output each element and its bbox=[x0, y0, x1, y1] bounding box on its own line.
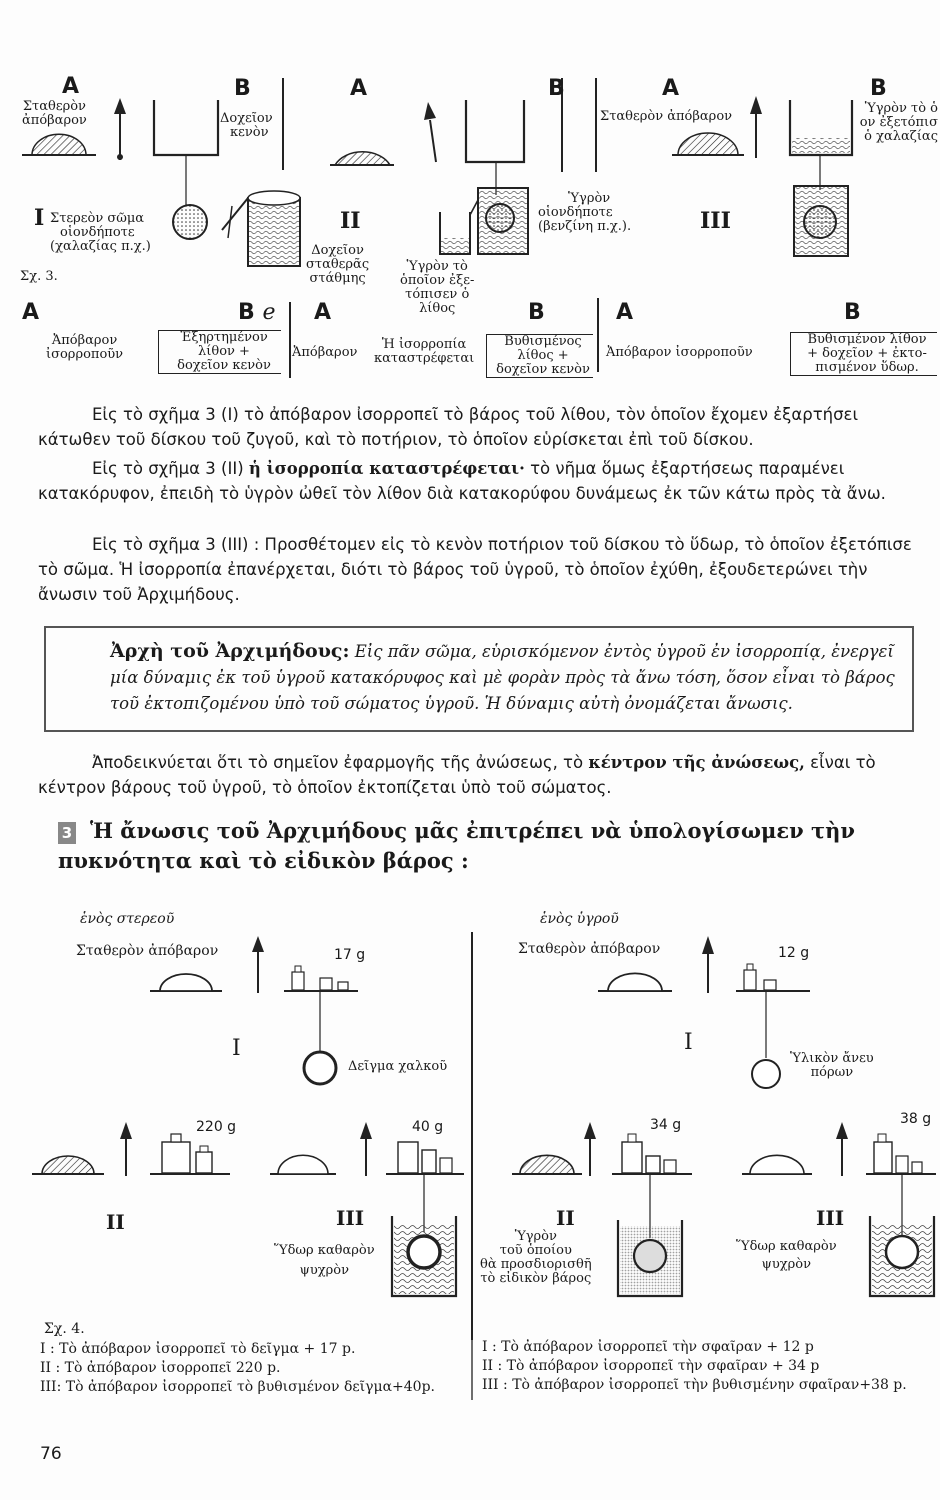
fig3-label-A2: A bbox=[350, 76, 368, 101]
fig4-right-fixed-weight: Σταθερὸν ἀπόβαρον bbox=[518, 941, 661, 957]
fig3-liquid-any: Ὑγρὸν οἱονδήποτε (βενζίνη π.χ.). bbox=[538, 191, 632, 234]
fig4-left-roman-II: II bbox=[106, 1210, 125, 1234]
fig4-left-roman-I: I bbox=[232, 1036, 241, 1061]
fig3-row2-A1: A bbox=[22, 300, 40, 325]
fig3-fixed-weight-1: Σταθερὸν ἀπόβαρον bbox=[22, 99, 87, 128]
section-number-badge: 3 bbox=[58, 822, 76, 844]
fig3-row2-A2: A bbox=[314, 300, 332, 325]
fig3-final-state: Βυθισμένον λίθον + δοχεῖον + ἐκτο- πισμένον ὕδωρ. bbox=[790, 332, 937, 376]
fig4-weight-38: 38 g bbox=[900, 1111, 932, 1127]
figure-3-drawing bbox=[0, 0, 940, 380]
fig4-copper-sample: Δεῖγμα χαλκοῦ bbox=[348, 1059, 448, 1074]
fig3-label-B1: B bbox=[234, 76, 251, 101]
fig3-solid-body: Στερεὸν σῶμα οἱονδήποτε (χαλαζίας π.χ.) bbox=[50, 211, 151, 254]
fig3-roman-I: I bbox=[34, 205, 45, 231]
paragraph-4: Ἀποδεικνύεται ὅτι τὸ σημεῖον ἐφαρμογῆς τῆς ἀνώσεως, τὸ κέντρον τῆς ἀνώσεως, εἶναι τὸ κέντρον βάρους τοῦ ὑγροῦ, τὸ ὁποῖον ἐκτοπίζεται ὑπὸ τοῦ σώματος. bbox=[38, 753, 876, 797]
paragraph-1: Εἰς τὸ σχῆμα 3 (I) τὸ ἀπόβαρον ἰσορροπεῖ τὸ βάρος τοῦ λίθου, τὸν ὁποῖον ἔχομεν ἐξαρτήσει κάτωθεν τοῦ δίσκου τοῦ ζυγοῦ, καὶ τὸ ποτήριον, τὸ ὁποῖον εὑρίσκεται ἐπὶ τοῦ δίσκου. bbox=[38, 405, 859, 449]
fig3-caption: Σχ. 3. bbox=[20, 269, 58, 284]
fig3-hung-stone: Ἐξηρτημένον λίθον + δοχεῖον κενὸν bbox=[158, 330, 281, 374]
paragraph-2: Εἰς τὸ σχῆμα 3 (II) ἡ ἰσορροπία καταστρέφεται· τὸ νῆμα ὅμως ἐξαρτήσεως παραμένει κατακόρυφον, ἐπειδὴ τὸ ὑγρὸν ὠθεῖ τὸν λίθον διὰ κατακορύφου δυνάμεως ἐκ τῶν κάτω πρὸς τὰ ἄνω. bbox=[38, 459, 886, 503]
fig3-label-A3: A bbox=[662, 76, 680, 101]
fig4-right-water: Ὕδωρ καθαρὸν ψυχρὸν bbox=[736, 1239, 837, 1272]
fig4-right-title: ἑνὸς ὑγροῦ bbox=[540, 911, 619, 927]
fig4-right-roman-II: II bbox=[556, 1206, 575, 1230]
fig4-left-title: ἑνὸς στερεοῦ bbox=[80, 911, 175, 927]
empty-vessel bbox=[154, 100, 218, 155]
fig3-label-B2: B bbox=[548, 76, 565, 101]
fig4-left-fixed-weight: Σταθερὸν ἀπόβαρον bbox=[76, 943, 219, 959]
fig3-tare: Ἀπόβαρον bbox=[292, 345, 358, 360]
archimedes-principle-box: Ἀρχὴ τοῦ Ἀρχιμήδους: Εἰς πᾶν σῶμα, εὑρισκόμενον ἐντὸς ὑγροῦ ἐν ἰσορροπίᾳ, ἐνεργεῖ μία δύναμις ἐκ τοῦ ὑγροῦ κατακόρυφος καὶ μὲ φορὰν πρὸς τὰ ἄνω τόση, ὅσον εἶναι τὸ βάρος τοῦ ἐκτοπιζομένου ὑπὸ τοῦ σώματος ὑγροῦ. Ἡ δύναμις αὐτὴ ὀνομάζεται ἄνωσις. bbox=[44, 626, 914, 732]
fig4-weight-220: 220 g bbox=[196, 1119, 237, 1135]
fig4-weight-17: 17 g bbox=[334, 947, 366, 963]
fig4-weight-40: 40 g bbox=[412, 1119, 444, 1135]
fig3-row2-B1: B e bbox=[238, 300, 276, 325]
section-heading: 3 Ἡ ἄνωσις τοῦ Ἀρχιμήδους μᾶς ἐπιτρέπει νὰ ὑπολογίσωμεν τὴν πυκνότητα καὶ τὸ εἰδικὸν βάρος : bbox=[58, 818, 855, 873]
fig4-right-caption: I : Τὸ ἀπόβαρον ἰσορροπεῖ τὴν σφαῖραν + 12 p II : Τὸ ἀπόβαρον ἰσορροπεῖ τὴν σφαῖραν + 34 p III : Τὸ ἀπόβαρον ἰσορροπεῖ τὴν βυθισμένην σφαῖραν+38 p. bbox=[482, 1339, 907, 1393]
fig3-fixed-weight-3: Σταθερὸν ἀπόβαρον bbox=[600, 109, 733, 124]
fig4-nonporous-material: Ὑλικὸν ἄνευ πόρων bbox=[790, 1051, 874, 1080]
fig3-level-vessel: Δοχεῖον σταθερᾶς στάθμης bbox=[306, 243, 370, 286]
fig3-liquid-displaced-quartz: Ὑγρὸν τὸ ὁ ον ἐξετόπισ ὁ χαλαζίας bbox=[859, 101, 938, 144]
page-number: 76 bbox=[40, 1444, 62, 1464]
tare-weight bbox=[32, 134, 86, 155]
fig4-left-water: Ὕδωρ καθαρὸν ψυχρὸν bbox=[274, 1243, 375, 1278]
fig3-tare-balancing: Ἀπόβαρον ἰσορροποῦν bbox=[46, 333, 124, 362]
fig3-label-B3: B bbox=[870, 76, 887, 101]
fig4-caption: Σχ. 4. bbox=[44, 1321, 85, 1337]
fig4-test-liquid: Ὑγρὸν τοῦ ὁποίου θὰ προσδιορισθῆ τὸ εἰδικὸν βάρος bbox=[480, 1229, 592, 1286]
fig3-tare-balancing-3: Ἀπόβαρον ἰσορροποῦν bbox=[606, 345, 753, 360]
fig3-empty-vessel: Δοχεῖον κενὸν bbox=[220, 111, 273, 140]
fig4-right-roman-I: I bbox=[684, 1030, 693, 1055]
solid-body bbox=[173, 205, 207, 239]
fig4-left-roman-III: III bbox=[336, 1206, 365, 1230]
fig3-row2-A3: A bbox=[616, 300, 634, 325]
fig3-roman-III: III bbox=[700, 208, 731, 234]
fig3-label-A1: A bbox=[62, 74, 80, 99]
fig4-weight-34: 34 g bbox=[650, 1117, 682, 1133]
fig3-immersed-stone: Βυθισμένος λίθος + δοχεῖον κενὸν bbox=[486, 334, 593, 378]
fig4-weight-12: 12 g bbox=[778, 945, 810, 961]
fig3-row2-B2: B bbox=[528, 300, 545, 325]
fig3-roman-II: II bbox=[340, 208, 361, 234]
paragraph-3: Εἰς τὸ σχῆμα 3 (III) : Προσθέτομεν εἰς τὸ κενὸν ποτήριον τοῦ δίσκου τὸ ὕδωρ, τὸ ὁποῖον ἐξετόπισε τὸ σῶμα. Ἡ ἰσορροπία ἐπανέρχεται, διότι τὸ βάρος τοῦ ὑγροῦ, τὸ ὁποῖον ἐχύθη, ἐξουδετερώνει τὴν ἄνωσιν τοῦ Ἀρχιμήδους. bbox=[38, 535, 912, 604]
fig3-balance-destroyed: Ἡ ἰσορροπία καταστρέφεται bbox=[374, 337, 475, 366]
fig3-displaced-liquid: Ὑγρὸν τὸ ὁποῖον ἐξε- τόπισεν ὁ λίθος bbox=[400, 259, 475, 316]
fig3-row2-B3: B bbox=[844, 300, 861, 325]
fig4-left-caption: I : Τὸ ἀπόβαρον ἰσορροπεῖ τὸ δεῖγμα + 17 p. II : Τὸ ἀπόβαρον ἰσορροπεῖ 220 p. III: Τὸ ἀπόβαρον ἰσορροπεῖ τὸ βυθισμένον δεῖγμα+40p. bbox=[40, 1341, 435, 1395]
fig4-right-roman-III: III bbox=[816, 1206, 845, 1230]
